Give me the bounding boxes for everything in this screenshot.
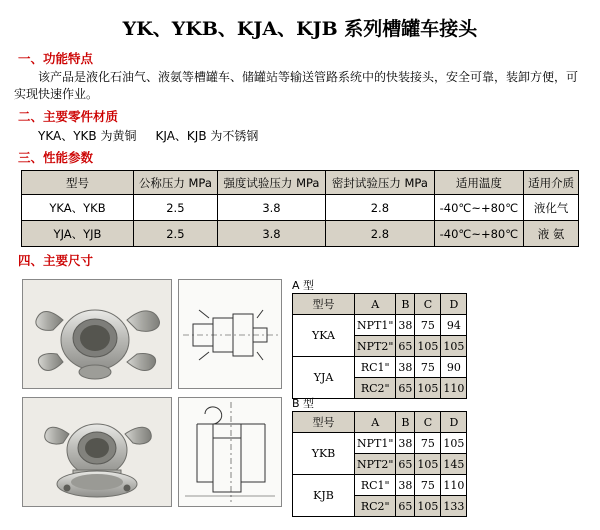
type-a-cell-c: 105 — [415, 378, 441, 399]
type-b-cell-b: 65 — [396, 496, 415, 517]
document-page — [0, 14, 600, 530]
type-a-row-name: YKA — [293, 315, 355, 357]
spec-cell-model: YKA、YKB — [22, 195, 134, 221]
type-a-header-row — [293, 294, 467, 315]
type-b-cell-d: 110 — [441, 475, 467, 496]
type-b-col-model: 型号 — [293, 412, 355, 433]
page-title: YK、YKB、KJA、KJB 系列槽罐车接头 — [122, 18, 478, 40]
type-b-col-a: A — [355, 412, 396, 433]
spec-col-nominal-pressure: 公称压力 MPa — [134, 171, 218, 195]
coupling-drawing-b — [178, 397, 282, 507]
spec-cell-medium: 液 氨 — [524, 221, 579, 247]
coupling-photo-b — [22, 397, 172, 507]
table-row — [22, 221, 579, 247]
coupling-photo-a — [22, 279, 172, 389]
spec-cell-medium: 液化气 — [524, 195, 579, 221]
type-a-cell-a: NPT2" — [355, 336, 396, 357]
type-a-label: A 型 — [292, 279, 315, 292]
type-b-cell-c: 75 — [415, 433, 441, 454]
section-heading-spec: 三、性能参数 — [18, 150, 94, 165]
table-row — [293, 475, 467, 496]
section-heading-features: 一、功能特点 — [18, 51, 94, 66]
spec-cell-seal: 2.8 — [326, 221, 434, 247]
type-a-cell-d: 110 — [441, 378, 467, 399]
coupling-drawing-a — [178, 279, 282, 389]
type-a-cell-b: 38 — [396, 357, 415, 378]
spec-col-medium: 适用介质 — [524, 171, 579, 195]
table-row — [293, 315, 467, 336]
type-a-cell-a: NPT1" — [355, 315, 396, 336]
type-a-cell-c: 75 — [415, 357, 441, 378]
type-b-cell-c: 105 — [415, 454, 441, 475]
type-a-cell-d: 94 — [441, 315, 467, 336]
type-a-col-d: D — [441, 294, 467, 315]
type-b-cell-d: 105 — [441, 433, 467, 454]
material-text: YKA、YKB 为黄铜 KJA、KJB 为不锈钢 — [38, 129, 259, 143]
spec-cell-nominal: 2.5 — [134, 195, 218, 221]
type-a-col-b: B — [396, 294, 415, 315]
type-b-header-row — [293, 412, 467, 433]
spec-cell-nominal: 2.5 — [134, 221, 218, 247]
type-b-cell-b: 38 — [396, 433, 415, 454]
section-heading-dimensions: 四、主要尺寸 — [18, 253, 94, 268]
type-a-row-name: YJA — [293, 357, 355, 399]
type-a-cell-c: 75 — [415, 315, 441, 336]
spec-cell-seal: 2.8 — [326, 195, 434, 221]
type-b-cell-a: NPT2" — [355, 454, 396, 475]
type-a-col-a: A — [355, 294, 396, 315]
type-b-cell-a: RC1" — [355, 475, 396, 496]
type-a-col-model: 型号 — [293, 294, 355, 315]
table-row — [22, 195, 579, 221]
type-a-cell-a: RC1" — [355, 357, 396, 378]
table-row — [293, 357, 467, 378]
type-b-cell-d: 145 — [441, 454, 467, 475]
type-a-cell-d: 105 — [441, 336, 467, 357]
type-b-row-name: YKB — [293, 433, 355, 475]
spec-cell-temp: -40℃~+80℃ — [434, 195, 524, 221]
spec-col-seal-pressure: 密封试验压力 MPa — [326, 171, 434, 195]
spec-cell-temp: -40℃~+80℃ — [434, 221, 524, 247]
type-b-cell-d: 133 — [441, 496, 467, 517]
features-text: 该产品是液化石油气、液氨等槽罐车、储罐站等输送管路系统中的快装接头，安全可靠，装卸方便，可实现快速作业。 — [14, 70, 579, 101]
spec-col-temperature: 适用温度 — [434, 171, 524, 195]
spec-cell-strength: 3.8 — [217, 195, 325, 221]
table-row — [293, 433, 467, 454]
type-b-col-c: C — [415, 412, 441, 433]
type-b-row-name: KJB — [293, 475, 355, 517]
type-b-cell-b: 65 — [396, 454, 415, 475]
spec-table — [21, 170, 579, 247]
spec-col-strength-pressure: 强度试验压力 MPa — [217, 171, 325, 195]
spec-cell-strength: 3.8 — [217, 221, 325, 247]
type-b-cell-c: 105 — [415, 496, 441, 517]
type-a-cell-d: 90 — [441, 357, 467, 378]
spec-table-header-row — [22, 171, 579, 195]
type-b-col-b: B — [396, 412, 415, 433]
type-a-cell-a: RC2" — [355, 378, 396, 399]
type-a-cell-b: 65 — [396, 336, 415, 357]
type-b-cell-a: NPT1" — [355, 433, 396, 454]
type-a-cell-b: 65 — [396, 378, 415, 399]
section-heading-material: 二、主要零件材质 — [18, 109, 119, 124]
spec-col-model: 型号 — [22, 171, 134, 195]
type-b-col-d: D — [441, 412, 467, 433]
type-b-table — [292, 411, 467, 517]
type-b-cell-c: 75 — [415, 475, 441, 496]
type-b-label: B 型 — [292, 397, 315, 410]
spec-cell-model: YJA、YJB — [22, 221, 134, 247]
type-a-cell-c: 105 — [415, 336, 441, 357]
type-a-col-c: C — [415, 294, 441, 315]
type-b-cell-b: 38 — [396, 475, 415, 496]
type-a-cell-b: 38 — [396, 315, 415, 336]
type-b-cell-a: RC2" — [355, 496, 396, 517]
type-a-table — [292, 293, 467, 399]
